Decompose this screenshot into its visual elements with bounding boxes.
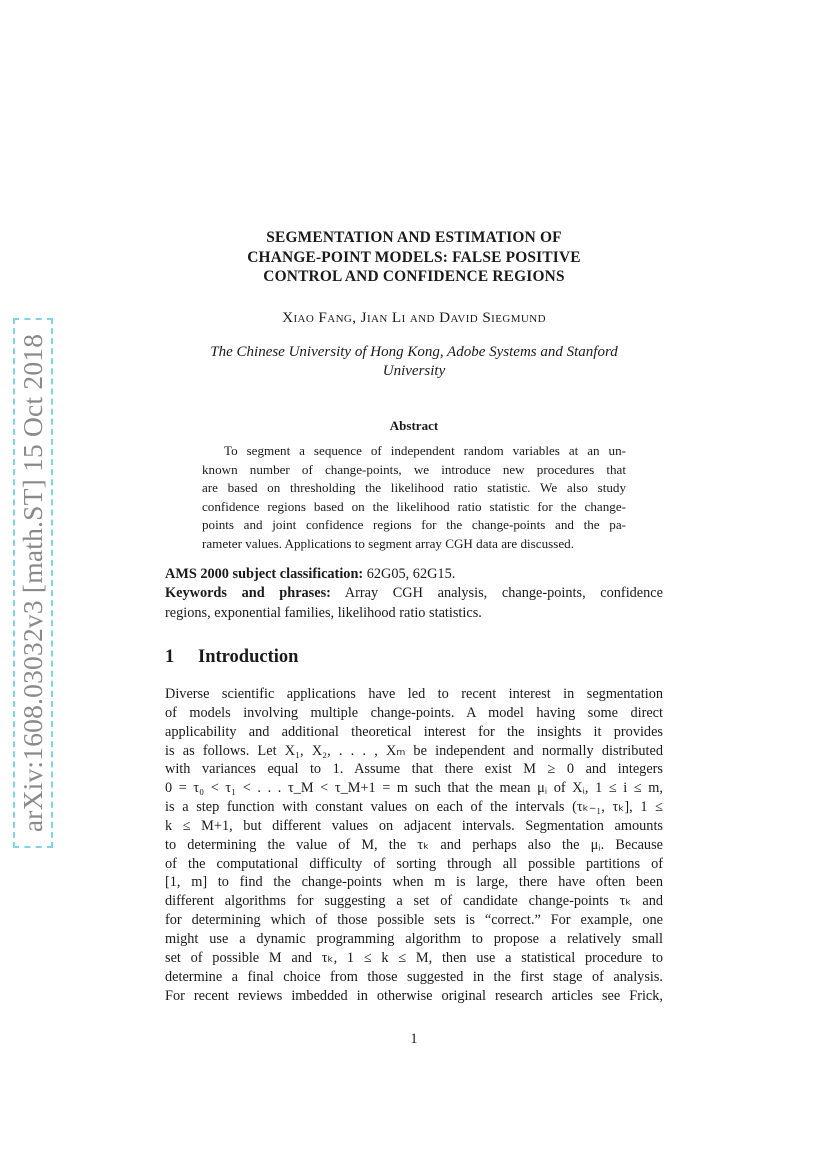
body-line: Diverse scientific applications have led to recent interest in segmentation	[165, 686, 663, 702]
body-line: 0 = τ₀ < τ₁ < . . . τ_M < τ_M+1 = m such that the mean μᵢ of Xᵢ, 1 ≤ i ≤ m,	[165, 780, 663, 797]
page-number: 1	[410, 1031, 418, 1047]
paper-title	[165, 228, 663, 287]
body-line: For recent reviews imbedded in otherwise original research articles see Frick,	[165, 987, 663, 1004]
keywords-label: Keywords and phrases:	[165, 585, 331, 602]
body-line: determine a final choice from those suggested in the first stage of analysis.	[165, 968, 663, 985]
abstract-line: points and joint confidence regions for the change-points and the pa-	[202, 517, 626, 532]
ams-label: AMS 2000 subject classification:	[165, 566, 364, 582]
section-number: 1	[165, 647, 175, 667]
ams-classification	[165, 565, 663, 584]
arxiv-identifier: arXiv:1608.03032v3 [math.ST] 15 Oct 2018	[17, 333, 48, 833]
ams-value: 62G05, 62G15.	[366, 566, 456, 582]
abstract-line: are based on thresholding the likelihood ratio statistic. We also study	[202, 480, 626, 495]
body-line: of the computational difficulty of sorting through all possible partitions of	[165, 855, 663, 872]
body-line: is as follows. Let X₁, X₂, . . . , Xₘ be independent and normally distributed	[165, 742, 663, 759]
affiliation-line: University	[382, 363, 446, 379]
body-line: with variances equal to 1. Assume that there exist M ≥ 0 and integers	[165, 761, 663, 778]
author-list: Xiao Fang, Jian Li and David Siegmund	[282, 309, 546, 326]
title-line: CONTROL AND CONFIDENCE REGIONS	[263, 268, 565, 285]
body-line: applicability and additional theoretical interest for the insights it provides	[165, 723, 663, 740]
keywords-continued: regions, exponential families, likelihood ratio statistics.	[165, 604, 482, 621]
body-line: [1, m] to find the change-points when m is large, there have often been	[165, 874, 663, 891]
body-line: is a step function with constant values on each of the intervals (τₖ₋₁, τₖ], 1 ≤	[165, 799, 663, 816]
body-line: might use a dynamic programming algorithm to propose a relatively small	[165, 930, 663, 947]
affiliation	[165, 343, 663, 381]
abstract-line: To segment a sequence of independent random variables at an un-	[224, 443, 626, 458]
body-line: of models involving multiple change-points. A model having some direct	[165, 704, 663, 721]
body-line: to determining the value of M, the τₖ and perhaps also the μᵢ. Because	[165, 836, 663, 853]
body-line: for determining which of those possible sets is “correct.” For example, one	[165, 912, 663, 929]
body-line: k ≤ M+1, but different values on adjacent intervals. Segmentation amounts	[165, 817, 663, 834]
section-heading	[165, 647, 298, 668]
abstract-line: known number of change-points, we introduce new procedures that	[202, 461, 626, 477]
body-line: different algorithms for suggesting a set of candidate change-points τₖ and	[165, 893, 663, 910]
title-line: SEGMENTATION AND ESTIMATION OF	[266, 229, 562, 246]
abstract-text	[202, 442, 626, 553]
section-title: Introduction	[198, 647, 299, 667]
abstract-heading: Abstract	[389, 418, 439, 433]
introduction-paragraph	[165, 685, 663, 1005]
body-line: set of possible M and τₖ, 1 ≤ k ≤ M, then use a statistical procedure to	[165, 949, 663, 966]
keywords	[165, 584, 663, 603]
arxiv-stamp	[13, 318, 53, 848]
affiliation-line: The Chinese University of Hong Kong, Adobe Systems and Stanford	[210, 344, 618, 360]
title-line: CHANGE-POINT MODELS: FALSE POSITIVE	[247, 248, 581, 266]
classification-block	[165, 565, 663, 623]
abstract-line: confidence regions based on the likelihood ratio statistic for the change-	[202, 498, 626, 514]
abstract-line: rameter values. Applications to segment array CGH data are discussed.	[202, 535, 574, 551]
keywords-value: Array CGH analysis, change-points, confidence	[344, 585, 663, 602]
